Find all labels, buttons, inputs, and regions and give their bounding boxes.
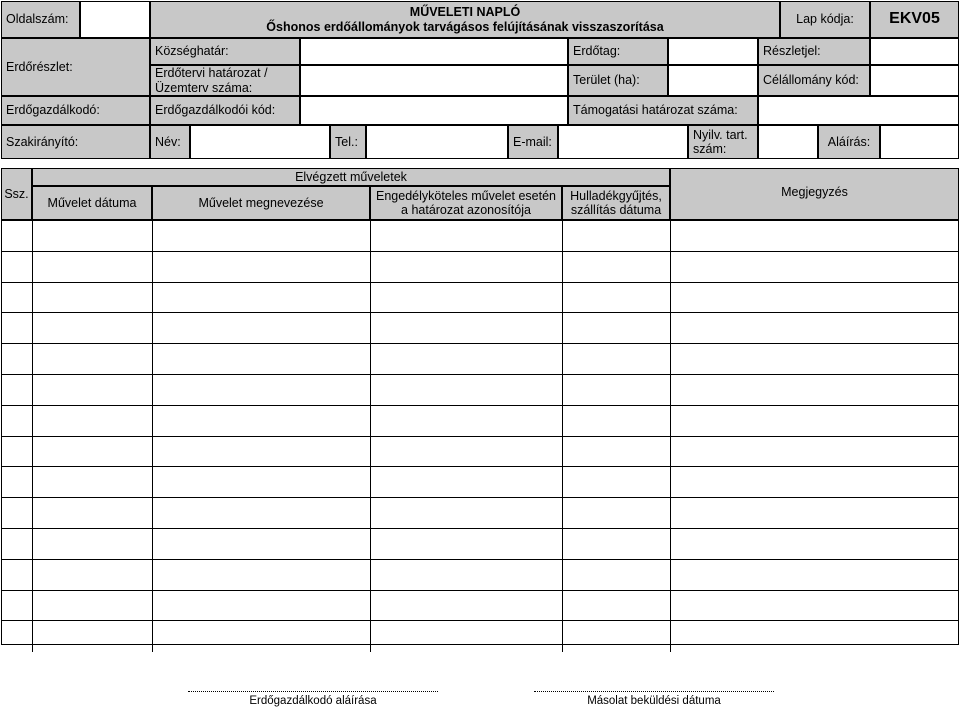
table-cell[interactable]	[153, 221, 371, 252]
table-cell[interactable]	[153, 498, 371, 529]
table-cell[interactable]	[2, 313, 33, 344]
operations-table-body	[1, 220, 959, 645]
table-cell[interactable]	[563, 560, 671, 591]
table-cell[interactable]	[563, 252, 671, 283]
table-cell[interactable]	[2, 560, 33, 591]
table-cell[interactable]	[563, 591, 671, 622]
table-cell[interactable]	[2, 621, 33, 652]
table-cell[interactable]	[671, 283, 958, 314]
municipality-field[interactable]	[300, 38, 568, 65]
forest-manager-code-label: Erdőgazdálkodói kód:	[150, 96, 300, 125]
name-field[interactable]	[190, 125, 330, 159]
phone-label: Tel.:	[330, 125, 366, 159]
table-cell[interactable]	[153, 252, 371, 283]
table-cell[interactable]	[33, 560, 153, 591]
table-cell[interactable]	[2, 375, 33, 406]
table-header-decision-id	[370, 186, 562, 220]
name-label: Név:	[150, 125, 190, 159]
table-cell[interactable]	[563, 283, 671, 314]
table-cell[interactable]	[371, 621, 563, 652]
forest-block-label: Erdőtag:	[568, 38, 668, 65]
table-cell[interactable]	[2, 406, 33, 437]
supervisor-label: Szakirányító:	[1, 125, 150, 159]
table-cell[interactable]	[563, 313, 671, 344]
table-header-operation-name: Művelet megnevezése	[152, 186, 370, 220]
table-cell[interactable]	[153, 313, 371, 344]
table-cell[interactable]	[371, 437, 563, 468]
table-cell[interactable]	[563, 375, 671, 406]
table-cell[interactable]	[371, 283, 563, 314]
manager-signature-caption: Erdőgazdálkodó aláírása	[249, 695, 377, 707]
registry-number-label	[688, 125, 758, 159]
table-cell[interactable]	[671, 252, 958, 283]
table-cell[interactable]	[33, 529, 153, 560]
form-title	[150, 1, 780, 38]
table-cell[interactable]	[2, 467, 33, 498]
subcompartment-mark-field[interactable]	[870, 38, 959, 65]
area-label: Terület (ha):	[568, 65, 668, 96]
signature-label: Aláírás:	[818, 125, 880, 159]
table-cell[interactable]	[671, 591, 958, 622]
table-cell[interactable]	[671, 406, 958, 437]
forest-plan-line2: Üzemterv száma:	[155, 80, 253, 95]
table-cell[interactable]	[33, 375, 153, 406]
table-cell[interactable]	[2, 221, 33, 252]
table-cell[interactable]	[153, 529, 371, 560]
table-cell[interactable]	[371, 313, 563, 344]
sheet-code-value: EKV05	[870, 1, 959, 38]
table-cell[interactable]	[563, 621, 671, 652]
manager-signature-line[interactable]	[188, 691, 438, 692]
table-cell[interactable]	[153, 375, 371, 406]
table-cell[interactable]	[2, 437, 33, 468]
table-cell[interactable]	[371, 406, 563, 437]
copy-sent-date-caption: Másolat beküldési dátuma	[587, 695, 721, 707]
forest-block-field[interactable]	[668, 38, 758, 65]
waste-date-line2: szállítás dátuma	[570, 203, 662, 217]
table-cell[interactable]	[153, 591, 371, 622]
table-cell[interactable]	[671, 498, 958, 529]
table-cell[interactable]	[33, 437, 153, 468]
table-cell[interactable]	[153, 621, 371, 652]
municipality-label: Községhatár:	[150, 38, 300, 65]
subsidy-decision-label: Támogatási határozat száma:	[568, 96, 758, 125]
registry-number-field[interactable]	[758, 125, 818, 159]
table-cell[interactable]	[2, 283, 33, 314]
table-cell[interactable]	[2, 529, 33, 560]
area-field[interactable]	[668, 65, 758, 96]
forest-plan-decision-label	[150, 65, 300, 96]
table-header-group: Elvégzett műveletek	[32, 168, 670, 186]
table-cell[interactable]	[671, 313, 958, 344]
page-subtitle: Őshonos erdőállományok tarvágásos felújításának visszaszorítása	[266, 19, 664, 34]
registry-number-line1: Nyilv. tart.	[693, 127, 748, 142]
table-cell[interactable]	[371, 344, 563, 375]
table-cell[interactable]	[153, 406, 371, 437]
table-header-remarks: Megjegyzés	[670, 168, 959, 220]
table-cell[interactable]	[153, 344, 371, 375]
registry-number-line2: szám:	[693, 142, 727, 156]
table-cell[interactable]	[371, 591, 563, 622]
table-cell[interactable]	[371, 529, 563, 560]
table-cell[interactable]	[671, 375, 958, 406]
email-field[interactable]	[558, 125, 688, 159]
table-cell[interactable]	[671, 437, 958, 468]
forest-subcompartment-label: Erdőrészlet:	[1, 38, 150, 96]
waste-date-line1: Hulladékgyűjtés,	[570, 188, 662, 203]
forest-plan-decision-field[interactable]	[300, 65, 568, 96]
table-cell[interactable]	[153, 467, 371, 498]
table-cell[interactable]	[33, 591, 153, 622]
table-cell[interactable]	[153, 437, 371, 468]
signature-field[interactable]	[880, 125, 959, 159]
table-cell[interactable]	[2, 344, 33, 375]
forest-plan-line1: Erdőtervi határozat /	[155, 66, 268, 81]
table-cell[interactable]	[2, 498, 33, 529]
table-header-ssz: Ssz.	[1, 168, 32, 220]
table-cell[interactable]	[371, 498, 563, 529]
target-stand-code-label: Célállomány kód:	[758, 65, 870, 96]
table-cell[interactable]	[33, 344, 153, 375]
table-cell[interactable]	[33, 221, 153, 252]
table-cell[interactable]	[2, 591, 33, 622]
table-cell[interactable]	[563, 529, 671, 560]
subcompartment-mark-label: Részletjel:	[758, 38, 870, 65]
table-cell[interactable]	[671, 529, 958, 560]
table-header-date: Művelet dátuma	[32, 186, 152, 220]
decision-id-line2: a határozat azonosítója	[401, 203, 531, 217]
table-cell[interactable]	[33, 467, 153, 498]
table-cell[interactable]	[33, 621, 153, 652]
table-cell[interactable]	[371, 252, 563, 283]
sheet-code-label: Lap kódja:	[780, 1, 870, 38]
table-cell[interactable]	[563, 498, 671, 529]
table-cell[interactable]	[33, 498, 153, 529]
decision-id-line1: Engedélyköteles művelet esetén	[376, 188, 556, 203]
phone-field[interactable]	[366, 125, 508, 159]
table-cell[interactable]	[371, 467, 563, 498]
table-cell[interactable]	[671, 621, 958, 652]
copy-sent-date-line[interactable]	[534, 691, 774, 692]
subsidy-decision-field[interactable]	[758, 96, 959, 125]
table-cell[interactable]	[33, 313, 153, 344]
table-cell[interactable]	[563, 406, 671, 437]
table-cell[interactable]	[153, 283, 371, 314]
table-cell[interactable]	[671, 221, 958, 252]
table-cell[interactable]	[371, 221, 563, 252]
page-number-field[interactable]	[80, 1, 150, 38]
table-cell[interactable]	[33, 283, 153, 314]
table-cell[interactable]	[371, 375, 563, 406]
table-header-waste-date	[562, 186, 670, 220]
table-cell[interactable]	[671, 467, 958, 498]
forest-manager-label: Erdőgazdálkodó:	[1, 96, 150, 125]
table-cell[interactable]	[33, 252, 153, 283]
table-cell[interactable]	[563, 344, 671, 375]
page-number-label: Oldalszám:	[1, 1, 80, 38]
table-cell[interactable]	[563, 437, 671, 468]
table-cell[interactable]	[671, 560, 958, 591]
table-cell[interactable]	[563, 467, 671, 498]
email-label: E-mail:	[508, 125, 558, 159]
page-title: MŰVELETI NAPLÓ	[409, 5, 521, 20]
table-cell[interactable]	[371, 560, 563, 591]
table-cell[interactable]	[563, 221, 671, 252]
table-cell[interactable]	[2, 252, 33, 283]
target-stand-code-field[interactable]	[870, 65, 959, 96]
table-cell[interactable]	[153, 560, 371, 591]
forest-manager-code-field[interactable]	[300, 96, 568, 125]
table-cell[interactable]	[671, 344, 958, 375]
table-cell[interactable]	[33, 406, 153, 437]
